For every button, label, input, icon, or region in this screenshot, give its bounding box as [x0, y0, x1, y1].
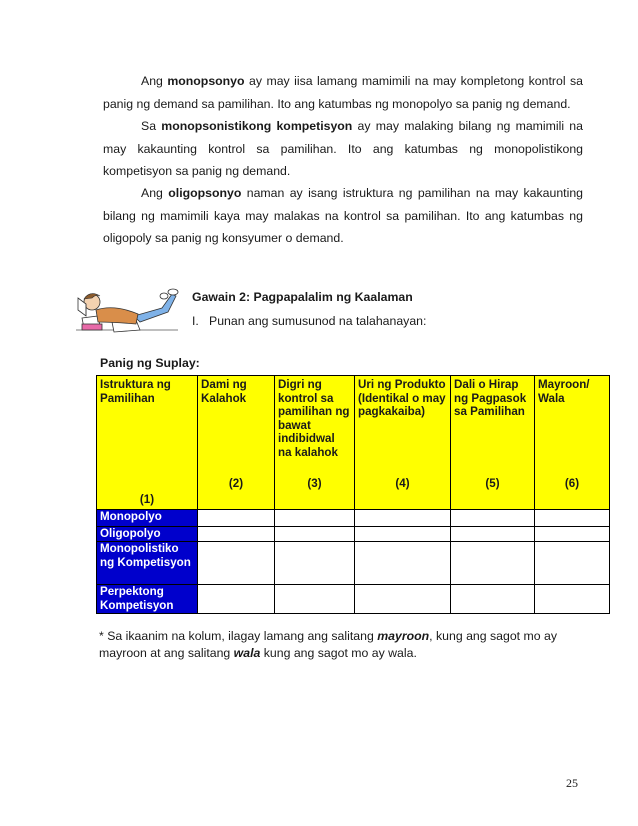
- activity-instruction: [192, 314, 426, 328]
- torso: [96, 308, 138, 324]
- paragraph-monopsonistikong-kompetisyon: [103, 115, 583, 183]
- header-label: Dali o Hirap ng Pagpasok sa Pamilihan: [454, 378, 527, 419]
- table-section-label: Panig ng Suplay:: [100, 356, 200, 370]
- instruction-number: I.: [192, 314, 199, 328]
- header-label: Digri ng kontrol sa pamilihan ng bawat indibidwal na kalahok: [278, 378, 350, 459]
- footnote-keyword: wala: [233, 646, 261, 660]
- header-label: Dami ng Kalahok: [201, 378, 247, 405]
- answer-cell[interactable]: [275, 510, 355, 527]
- table-header-row: [97, 376, 610, 510]
- header-cell: [535, 376, 610, 510]
- answer-cell[interactable]: [198, 542, 275, 585]
- answer-cell[interactable]: [535, 585, 610, 614]
- answer-cell[interactable]: [451, 527, 535, 542]
- footnote: [99, 628, 589, 662]
- answer-cell[interactable]: [275, 585, 355, 614]
- answer-cell[interactable]: [451, 585, 535, 614]
- table-row: [97, 542, 610, 585]
- paragraph-monopsonyo: [103, 70, 583, 115]
- answer-cell[interactable]: [451, 542, 535, 585]
- paragraph-text: Sa: [141, 119, 162, 133]
- answer-cell[interactable]: [355, 585, 451, 614]
- answer-cell[interactable]: [451, 510, 535, 527]
- column-number: (3): [307, 477, 322, 491]
- activity-title: Gawain 2: Pagpapalalim ng Kaalaman: [192, 290, 413, 304]
- term-oligopsonyo: oligopsonyo: [168, 186, 242, 200]
- answer-cell[interactable]: [535, 542, 610, 585]
- table-row: [97, 585, 610, 614]
- answer-cell[interactable]: [535, 510, 610, 527]
- paragraph-text: Ang: [141, 74, 168, 88]
- legs: [134, 294, 176, 322]
- row-label: Oligopolyo: [97, 527, 198, 542]
- answer-cell[interactable]: [198, 527, 275, 542]
- column-number: (6): [564, 477, 580, 491]
- footnote-text: , kung ang sagot mo ay mayroon at ang salitang: [99, 629, 557, 660]
- row-label: Monopolistiko ng Kompetisyon: [97, 542, 198, 585]
- shoe: [168, 289, 178, 295]
- column-number: (2): [228, 477, 244, 491]
- answer-cell[interactable]: [275, 542, 355, 585]
- term-monopsonistikong-kompetisyon: monopsonistikong kompetisyon: [161, 119, 353, 133]
- answer-cell[interactable]: [198, 510, 275, 527]
- table-row: [97, 527, 610, 542]
- header-label: Mayroon/ Wala: [538, 378, 590, 405]
- instruction-text: Punan ang sumusunod na talahanayan:: [209, 314, 427, 328]
- row-label: Monopolyo: [97, 510, 198, 527]
- header-label: Uri ng Produkto (Identikal o may pagkakaiba): [358, 378, 446, 419]
- answer-cell[interactable]: [275, 527, 355, 542]
- row-label: Perpektong Kompetisyon: [97, 585, 198, 614]
- reading-student-illustration: [74, 276, 182, 334]
- header-cell: [451, 376, 535, 510]
- answer-cell[interactable]: [355, 510, 451, 527]
- footnote-text: * Sa ikaanim na kolum, ilagay lamang ang salitang: [99, 629, 378, 643]
- header-cell: [198, 376, 275, 510]
- column-number: (5): [485, 477, 500, 491]
- header-label: Istruktura ng Pamilihan: [100, 378, 171, 405]
- paragraph-text: ay may iisa lamang mamimili na may kompletong kontrol sa panig ng demand sa pamilihan. Ito ang katumbas ng monopolyo sa panig ng demand.: [103, 74, 583, 111]
- header-cell: [97, 376, 198, 510]
- term-monopsonyo: monopsonyo: [167, 74, 245, 88]
- shoe: [160, 293, 168, 299]
- column-number: (1): [139, 493, 155, 507]
- answer-cell[interactable]: [198, 585, 275, 614]
- paragraph-text: naman ay isang istruktura ng pamilihan na may kakaunting bilang ng mamimili kaya may malakas na kontrol sa pamilihan. Ito ang katumbas ng oligopoly sa panig ng konsyumer o demand.: [103, 186, 583, 245]
- answer-cell[interactable]: [355, 542, 451, 585]
- answer-cell[interactable]: [355, 527, 451, 542]
- footnote-text: kung ang sagot mo ay wala.: [260, 646, 417, 660]
- header-cell: [275, 376, 355, 510]
- table-row: [97, 510, 610, 527]
- book-icon: [82, 324, 102, 330]
- header-cell: [355, 376, 451, 510]
- footnote-keyword: mayroon: [377, 629, 430, 643]
- market-structure-table: [96, 375, 610, 614]
- column-number: (4): [395, 477, 410, 491]
- paragraph-text: ay may malaking bilang ng mamimili na may kakaunting kontrol sa pamilihan. Ito ang katumbas ng monopolistikong kompetisyon sa panig ng demand.: [103, 119, 583, 178]
- paragraph-text: Ang: [141, 186, 169, 200]
- answer-cell[interactable]: [535, 527, 610, 542]
- page-number: 25: [566, 776, 578, 790]
- paragraph-oligopsonyo: [103, 182, 583, 250]
